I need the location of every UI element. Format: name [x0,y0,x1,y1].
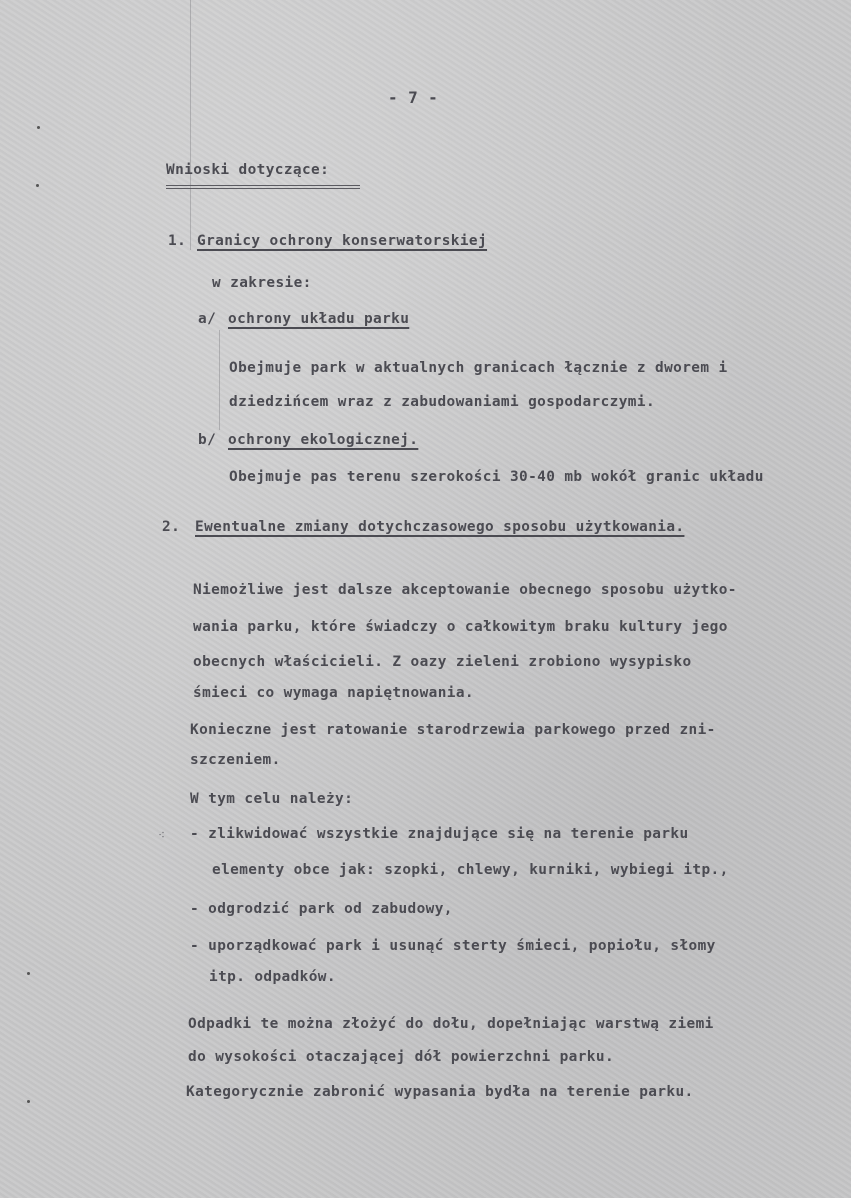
item-a-text: Obejmuje park w aktualnych granicach łącznie z dworem i [229,360,728,376]
scan-speck [27,972,30,975]
list-item-continuation: elementy obce jak: szopki, chlewy, kurniki, wybiegi itp., [212,862,729,878]
paragraph-line: Kategorycznie zabronić wypasania bydła na terenie parku. [186,1084,694,1100]
item-b-text: Obejmuje pas terenu szerokości 30-40 mb wokół granic układu [229,469,764,485]
paragraph-line: W tym celu należy: [190,791,354,807]
scan-fold-line [190,0,191,250]
paragraph-line: Konieczne jest ratowanie starodrzewia parkowego przed zni- [190,722,716,738]
paragraph-line: Niemożliwe jest dalsze akceptowanie obecnego sposobu użytko- [193,582,737,598]
item-a-label: a/ [198,311,217,327]
page-number: - 7 - [388,88,439,107]
paragraph-line: do wysokości otaczającej dół powierzchni parku. [188,1049,615,1065]
section-1-title: Granicy ochrony konserwatorskiej [197,233,488,249]
heading-rule [166,185,360,186]
list-item-continuation: itp. odpadków. [209,969,336,985]
item-b-title: ochrony ekologicznej. [228,432,419,448]
item-b-label: b/ [198,432,217,448]
scan-speck [36,184,39,187]
section-1-number: 1. [168,233,187,249]
list-item: - uporządkować park i usunąć sterty śmieci, popiołu, słomy [190,938,716,954]
scan-fold-line [219,330,220,430]
list-item: - zlikwidować wszystkie znajdujące się na terenie parku [190,826,689,842]
paragraph-line: Odpadki te można złożyć do dołu, dopełniając warstwą ziemi [188,1016,714,1032]
list-item: - odgrodzić park od zabudowy, [190,901,453,917]
paragraph-line: szczeniem. [190,752,281,768]
paragraph-line: wania parku, które świadczy o całkowitym braku kultury jego [193,619,728,635]
item-a-title: ochrony układu parku [228,311,410,327]
paragraph-line: śmieci co wymaga napiętnowania. [193,685,474,701]
document-heading: Wnioski dotyczące: [166,162,330,178]
margin-mark: ⁖ [158,828,166,842]
paragraph-line: obecnych właścicieli. Z oazy zieleni zrobiono wysypisko [193,654,692,670]
heading-rule [166,188,360,189]
item-a-text: dziedzińcem wraz z zabudowaniami gospodarczymi. [229,394,656,410]
section-2-title: Ewentualne zmiany dotychczasowego sposobu użytkowania. [195,519,685,535]
section-2-number: 2. [162,519,181,535]
scan-speck [37,126,40,129]
scope-label: w zakresie: [212,275,312,291]
scan-speck [27,1100,30,1103]
